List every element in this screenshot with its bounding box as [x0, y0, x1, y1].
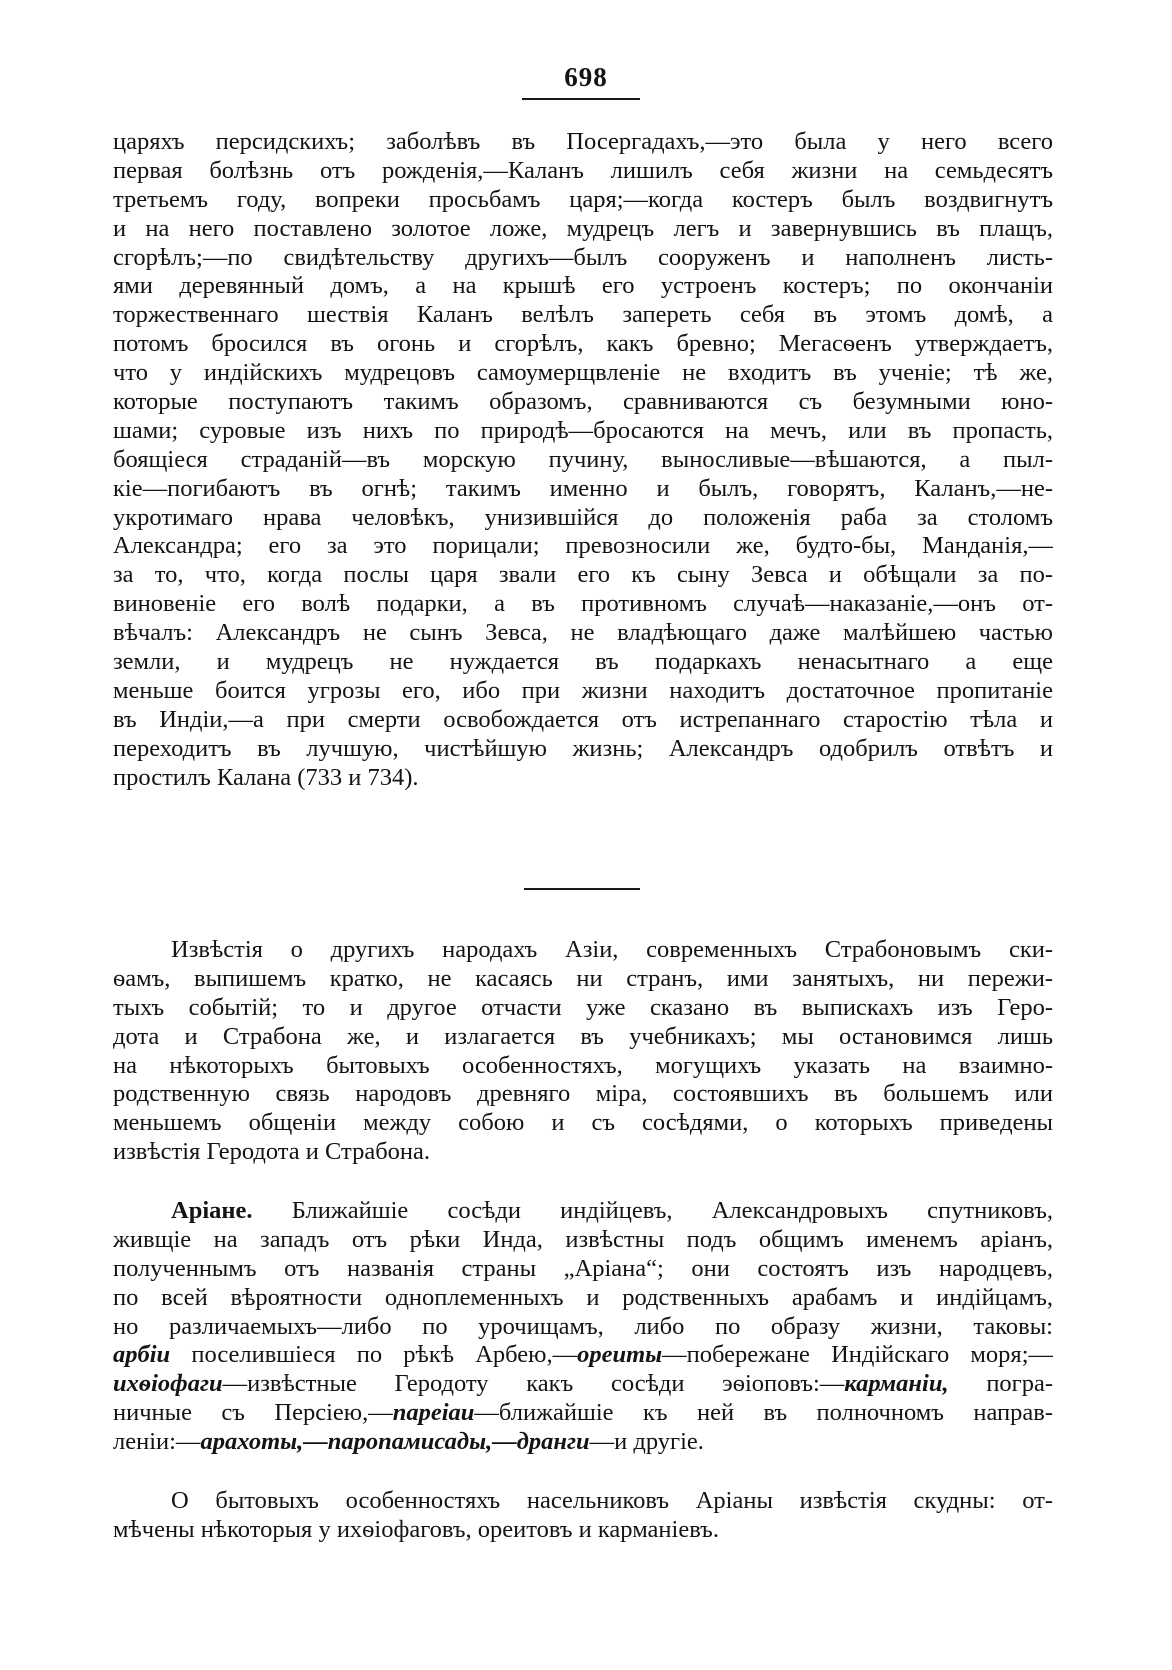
text-run: —и другіе. [589, 1428, 704, 1456]
paragraph-customs [113, 1487, 1053, 1545]
text-line: дота и Страбона же, и излагается въ учебникахъ; мы остановимся лишь [113, 1022, 1053, 1050]
text-run: леніи:— [113, 1428, 201, 1456]
text-line [113, 1341, 1053, 1370]
text-line: потомъ бросился въ огонь и сгорѣлъ, какъ бревно; Мегасѳенъ утверждаетъ, [113, 330, 1053, 358]
tribe-name: ихѳіофаги [113, 1370, 223, 1398]
text-line: которые поступаютъ такимъ образомъ, сравниваются съ безумными юно- [113, 388, 1053, 416]
section-heading-ariane: Аріане. [171, 1197, 253, 1224]
text-line: ями деревянный домъ, а на крышѣ его устроенъ костеръ; по окончаніи [113, 272, 1053, 300]
text-line: извѣстія Геродота и Страбона. [113, 1138, 431, 1166]
text-run: —побережане Индійскаго моря;— [662, 1341, 1053, 1369]
text-line: и на него поставлено золотое ложе, мудрецъ легъ и завернувшись въ плащъ, [113, 214, 1053, 242]
text-line: Александра; его за это порицали; превозносили же, будто-бы, Манданія,— [113, 532, 1053, 560]
text-line: но различаемыхъ—либо по урочищамъ, либо по образу жизни, таковы: [113, 1312, 1053, 1340]
paragraph-other-peoples [113, 936, 1053, 1167]
text-run: поселившіеся по рѣкѣ Арбею,— [191, 1341, 578, 1369]
text-line: шами; суровые изъ нихъ по природѣ—бросаются на мечъ, или въ пропасть, [113, 416, 1053, 444]
text-run: —извѣстные Геродоту какъ сосѣди эѳіоповъ:— [222, 1370, 845, 1398]
text-line: виновеніе его волѣ подарки, а въ противномъ случаѣ—наказаніе,—онъ от- [113, 590, 1053, 618]
text-line: живщіе на западъ отъ рѣки Инда, извѣстны подъ общимъ именемъ аріанъ, [113, 1225, 1053, 1253]
text-line: что у индійскихъ мудрецовъ самоумерщвленіе не входитъ въ ученіе; тѣ же, [113, 359, 1053, 387]
text-line [113, 1197, 1053, 1226]
tribe-name: —дранги [492, 1428, 590, 1456]
text-line: кіе—погибаютъ въ огнѣ; такимъ именно и былъ, говорятъ, Каланъ,—не- [113, 474, 1053, 502]
tribe-name: карманіи, [844, 1370, 949, 1398]
text-line [113, 1399, 1053, 1428]
section-divider [524, 888, 640, 890]
text-line: царяхъ персидскихъ; заболѣвъ въ Посергадахъ,—это была у него всего [113, 128, 1053, 155]
text-line: полученнымъ отъ названія страны „Аріана“; они состоятъ изъ народцевъ, [113, 1254, 1053, 1282]
tribe-name: пареіаи [392, 1399, 475, 1427]
page-number: 698 [564, 62, 608, 92]
tribe-name: арбіи [113, 1341, 171, 1369]
text-line: торжественнаго шествія Каланъ велѣлъ запереть себя въ этомъ домѣ, а [113, 301, 1053, 329]
text-run: ничные съ Персіею,— [113, 1399, 393, 1427]
text-line: по всей вѣроятности одноплеменныхъ и родственныхъ арабамъ и индійцамъ, [113, 1283, 1053, 1311]
text-line [113, 1370, 1053, 1399]
text-line: третьемъ году, вопреки просьбамъ царя;—когда костеръ былъ воздвигнутъ [113, 185, 1053, 213]
text-line: первая болѣзнь отъ рожденія,—Каланъ лишилъ себя жизни на семьдесятъ [113, 156, 1053, 184]
text-line: на нѣкоторыхъ бытовыхъ особенностяхъ, могущихъ указать на взаимно- [113, 1051, 1053, 1079]
text-line: О бытовыхъ особенностяхъ насельниковъ Аріаны извѣстія скудны: от- [171, 1487, 1053, 1514]
paragraph-kalan [113, 128, 1053, 792]
text-line: боящіеся страданій—въ морскую пучину, выносливые—вѣшаются, а пыл- [113, 445, 1053, 473]
text-line: ѳамъ, выпишемъ кратко, не касаясь ни странъ, ими занятыхъ, ни пережи- [113, 964, 1053, 992]
text-line: меньше боится угрозы его, ибо при жизни находитъ достаточное пропитаніе [113, 676, 1053, 704]
text-line: земли, и мудрецъ не нуждается въ подаркахъ ненасытнаго а еще [113, 648, 1053, 676]
text-line: сгорѣлъ;—по свидѣтельству другихъ—былъ сооруженъ и наполненъ листь- [113, 243, 1053, 271]
text-line: переходитъ въ лучшую, чистѣйшую жизнь; Александръ одобрилъ отвѣтъ и [113, 734, 1053, 762]
tribe-name: арахоты, [200, 1428, 304, 1456]
text-line: Извѣстія о другихъ народахъ Азіи, современныхъ Страбоновымъ ски- [171, 936, 1053, 963]
tribe-name: —паропамисады, [303, 1428, 493, 1456]
text-run: погра- [986, 1370, 1053, 1398]
text-run: Ближайшіе сосѣди индійцевъ, Александровыхъ спутниковъ, [291, 1197, 1053, 1224]
text-line: меньшемъ общеніи между собою и съ сосѣдями, о которыхъ приведены [113, 1109, 1053, 1137]
text-line: тыхъ событій; то и другое отчасти уже сказано въ выпискахъ изъ Геро- [113, 993, 1053, 1021]
text-line: укротимаго нрава человѣкъ, унизившійся до положенія раба за столомъ [113, 503, 1053, 531]
text-line: вѣчалъ: Александръ не сынъ Зевса, не владѣющаго даже малѣйшею частью [113, 619, 1053, 647]
tribe-name: ореиты [577, 1341, 663, 1369]
text-line [113, 1428, 1053, 1457]
text-line: въ Индіи,—а при смерти освобождается отъ истрепаннаго старостію тѣла и [113, 705, 1053, 733]
text-line: родственную связь народовъ древняго міра, состоявшихъ въ большемъ или [113, 1080, 1053, 1108]
text-line: простилъ Калана (733 и 734). [113, 763, 419, 791]
paragraph-ariane [113, 1197, 1053, 1457]
text-run: —ближайшіе къ ней въ полночномъ направ- [474, 1399, 1053, 1427]
text-line: мѣчены нѣкоторыя у ихѳіофаговъ, ореитовъ и карманіевъ. [113, 1515, 719, 1543]
page-number-rule [522, 98, 640, 100]
text-line: за то, что, когда послы царя звали его къ сыну Зевса и обѣщали за по- [113, 561, 1053, 589]
